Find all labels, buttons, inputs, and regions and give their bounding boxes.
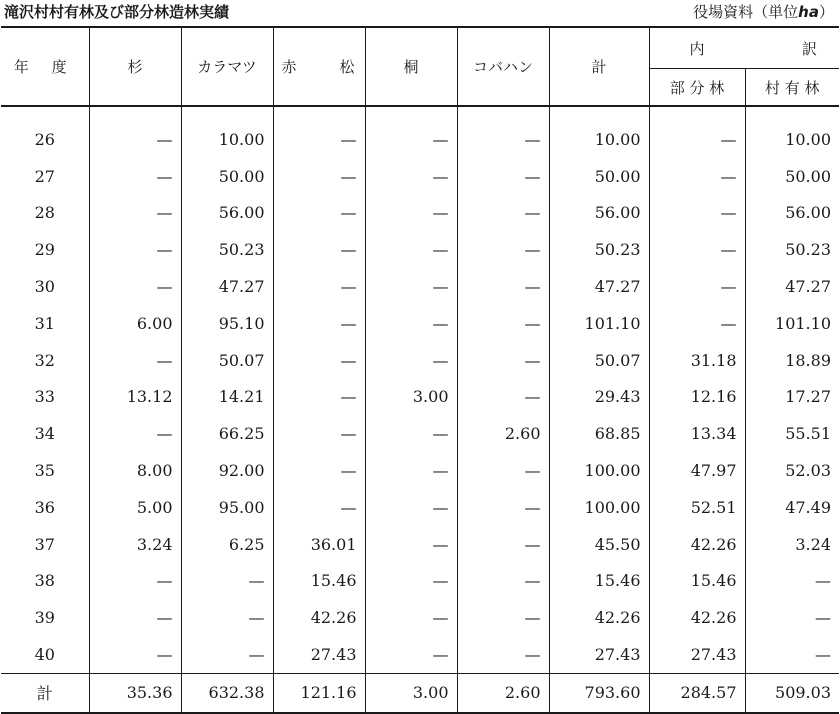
cell-kobahan: — bbox=[457, 599, 549, 636]
cell-bubunrin: 27.43 bbox=[649, 636, 745, 673]
col-header-total: 計 bbox=[549, 27, 649, 106]
table-row bbox=[1, 195, 839, 232]
cell-sugi: — bbox=[89, 599, 181, 636]
cell-kiri: — bbox=[365, 489, 457, 526]
table-row bbox=[1, 158, 839, 195]
cell-akamatsu: — bbox=[273, 415, 365, 452]
cell-akamatsu: — bbox=[273, 106, 365, 158]
cell-total: 50.07 bbox=[549, 342, 649, 379]
cell-bubunrin: 15.46 bbox=[649, 563, 745, 600]
cell-akamatsu: — bbox=[273, 231, 365, 268]
col-header-sonyurin: 村 有 林 bbox=[745, 69, 839, 107]
table-row bbox=[1, 379, 839, 416]
cell-akamatsu: 36.01 bbox=[273, 526, 365, 563]
cell-sonyurin: — bbox=[745, 563, 839, 600]
cell-kiri: — bbox=[365, 526, 457, 563]
cell-akamatsu: — bbox=[273, 379, 365, 416]
cell-year: 27 bbox=[1, 158, 89, 195]
totals-row bbox=[1, 673, 839, 713]
cell-total: 68.85 bbox=[549, 415, 649, 452]
cell-karamatsu: 50.00 bbox=[181, 158, 273, 195]
cell-total: 50.23 bbox=[549, 231, 649, 268]
col-header-kiri: 桐 bbox=[365, 27, 457, 106]
cell-sonyurin: 55.51 bbox=[745, 415, 839, 452]
total-akamatsu: 121.16 bbox=[273, 673, 365, 713]
table-row bbox=[1, 231, 839, 268]
unit-label bbox=[798, 3, 819, 21]
cell-sonyurin: 56.00 bbox=[745, 195, 839, 232]
cell-total: 42.26 bbox=[549, 599, 649, 636]
cell-year: 35 bbox=[1, 452, 89, 489]
cell-kobahan: — bbox=[457, 195, 549, 232]
source-label: 役場資料（単位 bbox=[693, 3, 799, 21]
cell-year: 34 bbox=[1, 415, 89, 452]
cell-kobahan: — bbox=[457, 106, 549, 158]
cell-kobahan: — bbox=[457, 489, 549, 526]
cell-kiri: — bbox=[365, 268, 457, 305]
cell-karamatsu: 50.07 bbox=[181, 342, 273, 379]
table-row bbox=[1, 599, 839, 636]
cell-karamatsu: — bbox=[181, 563, 273, 600]
cell-akamatsu: 27.43 bbox=[273, 636, 365, 673]
cell-bubunrin: — bbox=[649, 231, 745, 268]
cell-kiri: 3.00 bbox=[365, 379, 457, 416]
cell-akamatsu: — bbox=[273, 195, 365, 232]
cell-sugi: — bbox=[89, 342, 181, 379]
cell-kobahan: — bbox=[457, 563, 549, 600]
cell-sonyurin: 17.27 bbox=[745, 379, 839, 416]
cell-year: 36 bbox=[1, 489, 89, 526]
cell-kiri: — bbox=[365, 195, 457, 232]
uchiwake-right: 訳 bbox=[801, 39, 817, 58]
cell-total: 27.43 bbox=[549, 636, 649, 673]
cell-kiri: — bbox=[365, 415, 457, 452]
cell-karamatsu: 95.10 bbox=[181, 305, 273, 342]
cell-sugi: — bbox=[89, 195, 181, 232]
cell-year: 38 bbox=[1, 563, 89, 600]
cell-karamatsu: 56.00 bbox=[181, 195, 273, 232]
table-row bbox=[1, 452, 839, 489]
cell-akamatsu: — bbox=[273, 489, 365, 526]
cell-karamatsu: 10.00 bbox=[181, 106, 273, 158]
table-row bbox=[1, 489, 839, 526]
cell-total: 100.00 bbox=[549, 452, 649, 489]
cell-akamatsu: — bbox=[273, 158, 365, 195]
cell-bubunrin: 47.97 bbox=[649, 452, 745, 489]
table-row bbox=[1, 636, 839, 673]
cell-sonyurin: 10.00 bbox=[745, 106, 839, 158]
source-note bbox=[693, 1, 834, 22]
cell-year: 40 bbox=[1, 636, 89, 673]
cell-total: 45.50 bbox=[549, 526, 649, 563]
cell-sugi: 5.00 bbox=[89, 489, 181, 526]
cell-kiri: — bbox=[365, 563, 457, 600]
cell-kobahan: — bbox=[457, 526, 549, 563]
cell-kobahan: — bbox=[457, 231, 549, 268]
akamatsu-right: 松 bbox=[339, 58, 355, 76]
col-header-bubunrin: 部 分 林 bbox=[649, 69, 745, 107]
cell-total: 56.00 bbox=[549, 195, 649, 232]
table-row bbox=[1, 305, 839, 342]
cell-sugi: — bbox=[89, 563, 181, 600]
col-header-kobahan: コバハン bbox=[457, 27, 549, 106]
document-header bbox=[0, 0, 840, 24]
total-bubunrin: 284.57 bbox=[649, 673, 745, 713]
cell-sugi: 3.24 bbox=[89, 526, 181, 563]
total-kobahan: 2.60 bbox=[457, 673, 549, 713]
cell-karamatsu: 95.00 bbox=[181, 489, 273, 526]
cell-kobahan: — bbox=[457, 305, 549, 342]
cell-sonyurin: 3.24 bbox=[745, 526, 839, 563]
cell-bubunrin: — bbox=[649, 106, 745, 158]
cell-sugi: 6.00 bbox=[89, 305, 181, 342]
cell-akamatsu: — bbox=[273, 452, 365, 489]
cell-akamatsu: — bbox=[273, 342, 365, 379]
cell-sonyurin: 101.10 bbox=[745, 305, 839, 342]
cell-total: 47.27 bbox=[549, 268, 649, 305]
cell-karamatsu: — bbox=[181, 636, 273, 673]
header-row-1 bbox=[1, 27, 839, 69]
cell-kiri: — bbox=[365, 452, 457, 489]
cell-year: 33 bbox=[1, 379, 89, 416]
table-row bbox=[1, 106, 839, 158]
cell-kiri: — bbox=[365, 231, 457, 268]
cell-karamatsu: 47.27 bbox=[181, 268, 273, 305]
cell-kiri: — bbox=[365, 305, 457, 342]
total-karamatsu: 632.38 bbox=[181, 673, 273, 713]
cell-sugi: — bbox=[89, 268, 181, 305]
cell-year: 39 bbox=[1, 599, 89, 636]
table-row bbox=[1, 526, 839, 563]
col-header-uchiwake bbox=[649, 27, 839, 69]
cell-year: 26 bbox=[1, 106, 89, 158]
cell-year: 30 bbox=[1, 268, 89, 305]
cell-sonyurin: — bbox=[745, 636, 839, 673]
cell-bubunrin: 12.16 bbox=[649, 379, 745, 416]
cell-sugi: — bbox=[89, 415, 181, 452]
cell-sugi: — bbox=[89, 106, 181, 158]
table-row bbox=[1, 415, 839, 452]
uchiwake-left: 内 bbox=[689, 39, 705, 58]
cell-total: 50.00 bbox=[549, 158, 649, 195]
cell-sugi: 13.12 bbox=[89, 379, 181, 416]
cell-sonyurin: 47.27 bbox=[745, 268, 839, 305]
table-row bbox=[1, 342, 839, 379]
cell-kobahan: — bbox=[457, 268, 549, 305]
cell-karamatsu: 6.25 bbox=[181, 526, 273, 563]
cell-karamatsu: 14.21 bbox=[181, 379, 273, 416]
cell-bubunrin: 52.51 bbox=[649, 489, 745, 526]
cell-kobahan: — bbox=[457, 636, 549, 673]
akamatsu-left: 赤 bbox=[281, 58, 297, 76]
cell-sugi: — bbox=[89, 636, 181, 673]
source-close: ） bbox=[818, 3, 834, 21]
cell-bubunrin: 31.18 bbox=[649, 342, 745, 379]
cell-sonyurin: 47.49 bbox=[745, 489, 839, 526]
total-year: 計 bbox=[1, 673, 89, 713]
cell-sugi: — bbox=[89, 231, 181, 268]
cell-year: 32 bbox=[1, 342, 89, 379]
cell-sonyurin: 18.89 bbox=[745, 342, 839, 379]
col-header-year: 年 度 bbox=[1, 27, 89, 106]
cell-kobahan: — bbox=[457, 452, 549, 489]
total-kiri: 3.00 bbox=[365, 673, 457, 713]
cell-akamatsu: 15.46 bbox=[273, 563, 365, 600]
cell-kiri: — bbox=[365, 158, 457, 195]
total-sugi: 35.36 bbox=[89, 673, 181, 713]
cell-sonyurin: 50.23 bbox=[745, 231, 839, 268]
cell-kobahan: — bbox=[457, 158, 549, 195]
col-header-sugi: 杉 bbox=[89, 27, 181, 106]
cell-bubunrin: 13.34 bbox=[649, 415, 745, 452]
cell-kobahan: 2.60 bbox=[457, 415, 549, 452]
cell-total: 15.46 bbox=[549, 563, 649, 600]
cell-year: 31 bbox=[1, 305, 89, 342]
unit-value: ha bbox=[798, 3, 819, 21]
cell-sonyurin: — bbox=[745, 599, 839, 636]
cell-akamatsu: 42.26 bbox=[273, 599, 365, 636]
cell-year: 28 bbox=[1, 195, 89, 232]
cell-sonyurin: 52.03 bbox=[745, 452, 839, 489]
cell-kobahan: — bbox=[457, 379, 549, 416]
table-title: 滝沢村村有林及び部分林造林実績 bbox=[4, 3, 230, 21]
cell-sonyurin: 50.00 bbox=[745, 158, 839, 195]
table-head bbox=[1, 27, 839, 106]
cell-bubunrin: — bbox=[649, 195, 745, 232]
cell-kiri: — bbox=[365, 599, 457, 636]
cell-sugi: — bbox=[89, 158, 181, 195]
cell-akamatsu: — bbox=[273, 305, 365, 342]
col-header-akamatsu bbox=[273, 27, 365, 106]
total-sonyurin: 509.03 bbox=[745, 673, 839, 713]
cell-sugi: 8.00 bbox=[89, 452, 181, 489]
cell-bubunrin: — bbox=[649, 268, 745, 305]
cell-karamatsu: — bbox=[181, 599, 273, 636]
cell-karamatsu: 66.25 bbox=[181, 415, 273, 452]
cell-kiri: — bbox=[365, 342, 457, 379]
cell-total: 29.43 bbox=[549, 379, 649, 416]
cell-kiri: — bbox=[365, 636, 457, 673]
cell-akamatsu: — bbox=[273, 268, 365, 305]
table-body bbox=[1, 106, 839, 713]
cell-kiri: — bbox=[365, 106, 457, 158]
table-row bbox=[1, 268, 839, 305]
cell-bubunrin: — bbox=[649, 305, 745, 342]
cell-kobahan: — bbox=[457, 342, 549, 379]
cell-total: 100.00 bbox=[549, 489, 649, 526]
table-row bbox=[1, 563, 839, 600]
plantation-table bbox=[1, 26, 839, 714]
cell-total: 101.10 bbox=[549, 305, 649, 342]
cell-karamatsu: 92.00 bbox=[181, 452, 273, 489]
cell-total: 10.00 bbox=[549, 106, 649, 158]
cell-bubunrin: 42.26 bbox=[649, 526, 745, 563]
col-header-karamatsu: カラマツ bbox=[181, 27, 273, 106]
cell-karamatsu: 50.23 bbox=[181, 231, 273, 268]
cell-bubunrin: 42.26 bbox=[649, 599, 745, 636]
cell-year: 37 bbox=[1, 526, 89, 563]
cell-bubunrin: — bbox=[649, 158, 745, 195]
total-total: 793.60 bbox=[549, 673, 649, 713]
cell-year: 29 bbox=[1, 231, 89, 268]
